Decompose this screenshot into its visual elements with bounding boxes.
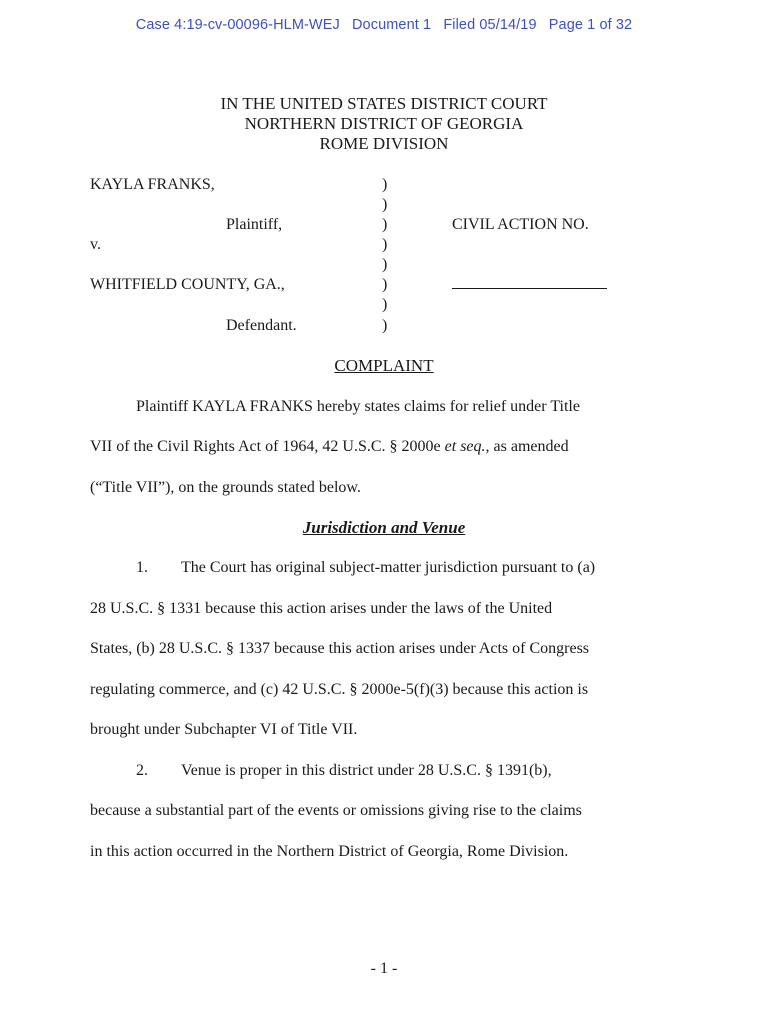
para2-line-2: because a substantial part of the events or omissions giving rise to the claims [90,802,582,819]
intro-line-2: VII of the Civil Rights Act of 1964, 42 U.S.C. § 2000e et seq., as amended [90,438,569,455]
filing-header [0,17,768,33]
para1-line-3: States, (b) 28 U.S.C. § 1337 because this action arises under Acts of Congress [90,640,590,657]
para2-line-1: Venue is proper in this district under 28 U.S.C. § 1391(b), [181,762,552,779]
para1-line-1: The Court has original subject-matter jurisdiction pursuant to (a) [181,559,596,576]
defendant-name: WHITFIELD COUNTY, GA., [90,276,285,293]
para1-number: 1. [136,559,148,576]
caption-paren: ) [382,216,388,233]
caption-paren: ) [382,176,388,193]
civil-action-number-blank [452,288,607,289]
versus: v. [90,236,101,253]
plaintiff-name: KAYLA FRANKS, [90,176,215,193]
defendant-role: Defendant. [226,317,297,334]
para1-line-4: regulating commerce, and (c) 42 U.S.C. § 2000e-5(f)(3) because this action is [90,681,589,698]
para2-number: 2. [136,762,148,779]
page-indicator: Page 1 of 32 [548,17,633,33]
civil-action-label: CIVIL ACTION NO. [452,216,589,233]
section-heading: Jurisdiction and Venue [302,518,466,537]
intro-line-3: (“Title VII”), on the grounds stated below. [90,479,361,496]
document-title: COMPLAINT [334,356,434,375]
caption-paren: ) [382,236,388,253]
para2-line-3: in this action occurred in the Northern District of Georgia, Rome Division. [90,843,569,860]
intro-line-1: Plaintiff KAYLA FRANKS hereby states claims for relief under Title [136,398,580,415]
para1-line-5: brought under Subchapter VI of Title VII. [90,721,358,738]
case-number: Case 4:19-cv-00096-HLM-WEJ [135,17,340,33]
caption-paren: ) [382,296,388,313]
caption-paren: ) [382,276,388,293]
page-number: - 1 - [370,960,398,977]
caption-paren: ) [382,256,388,273]
filed-date: Filed 05/14/19 [443,17,537,33]
para1-line-2: 28 U.S.C. § 1331 because this action arises under the laws of the United [90,600,553,617]
caption-paren: ) [382,196,388,213]
court-division: ROME DIVISION [319,134,449,153]
caption-paren: ) [382,317,388,334]
document-number: Document 1 [351,17,432,33]
plaintiff-role: Plaintiff, [226,216,283,233]
court-district: NORTHERN DISTRICT OF GEORGIA [244,114,524,133]
court-name: IN THE UNITED STATES DISTRICT COURT [220,94,548,113]
